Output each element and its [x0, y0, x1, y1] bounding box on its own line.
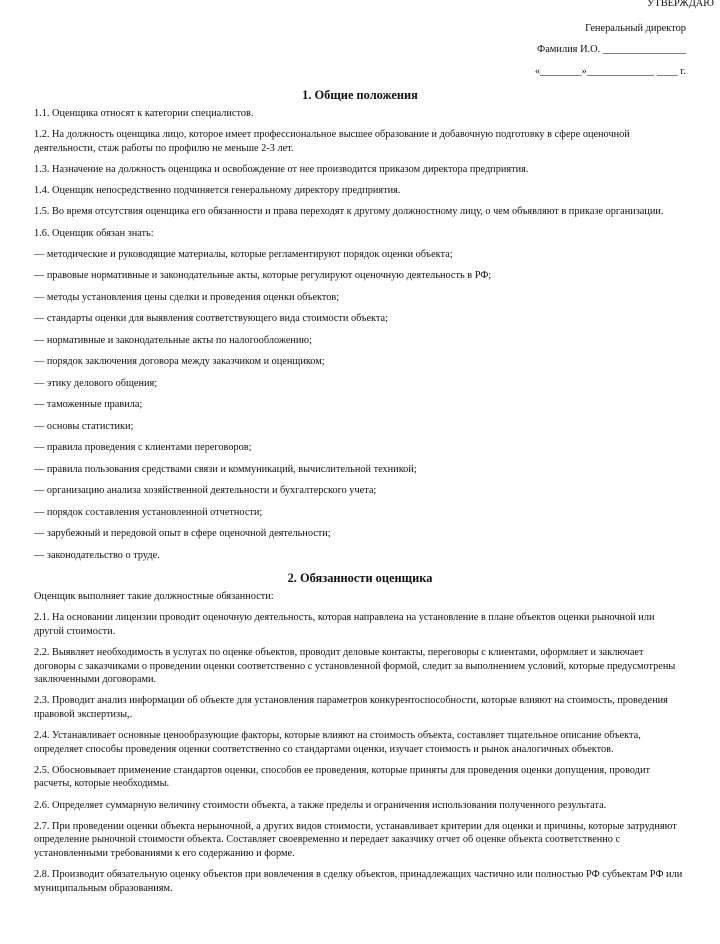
- paragraph: 1.4. Оценщик непосредственно подчиняется генеральному директору предприятия.: [34, 185, 401, 197]
- paragraph: 2.5. Обосновывает применение стандартов оценки, способов ее проведения, которые приняты для проведения оценки допущения, проводит расчеты, которые необходимы.: [34, 764, 650, 790]
- section-title-general: 1. Общие положения: [302, 88, 418, 102]
- list-item: — правовые нормативные и законодательные акты, которые регулируют оценочную деятельность в РФ;: [34, 270, 492, 282]
- paragraph: 1.6. Оценщик обязан знать:: [34, 227, 154, 239]
- list-item: — правила пользования средствами связи и коммуникаций, вычислительной техникой;: [34, 463, 417, 475]
- approval-date-line: «________»_____________ ____ г.: [534, 65, 686, 77]
- paragraph: 2.8. Производит обязательную оценку объектов при вовлечения в сделку объектов, принадлежащих частично или полностью РФ субъектам РФ или муниципальным образованиям.: [34, 869, 683, 894]
- list-item: — порядок составления установленной отчетности;: [34, 506, 263, 518]
- list-item: — методические и руководящие материалы, которые регламентируют порядок оценки объекта;: [34, 248, 453, 260]
- paragraph: 2.6. Определяет суммарную величину стоимости объекта, а также пределы и ограничения использования полученного результата.: [34, 799, 607, 811]
- director-position: Генеральный директор: [585, 22, 686, 34]
- paragraph: 1.5. Во время отсутствия оценщика его обязанности и права переходят к другому должностному лицу, о чем объявляют в приказе организации.: [34, 206, 664, 218]
- section-title-duties: 2. Обязанности оценщика: [287, 570, 433, 585]
- signature-name-line: Фамилия И.О. ________________: [536, 44, 686, 55]
- paragraph: 2.3. Проводит анализ информации об объекте для установления параметров конкурентоспособности, которые влияют на стоимость, проведения правовой экспертизы,.: [34, 695, 668, 720]
- list-item: — нормативные и законодательные акты по налогообложению;: [34, 334, 312, 346]
- approval-block: [534, 0, 714, 86]
- paragraph: 1.3. Назначение на должность оценщика и освобождение от нее производится приказом директора предприятия.: [34, 163, 529, 175]
- list-item: — зарубежный и передовой опыт в сфере оценочной деятельности;: [34, 528, 331, 540]
- paragraph: 2.2. Выявляет необходимость в услугах по оценке объектов, проводит деловые контакты, переговоры с клиентами, оформляет и заключает договоры с заказчиками о проведении оценки соответственно с установленной формой, следит за выполнением условий, которые предусмотрены заключенными договорами.: [34, 646, 676, 686]
- list-item: — стандарты оценки для выявления соответствующего вида стоимости объекта;: [34, 313, 388, 325]
- list-item: — этику делового общения;: [34, 377, 158, 389]
- paragraph: 1.1. Оценщика относят к категории специалистов.: [34, 108, 254, 119]
- list-item: — законодательство о труде.: [34, 549, 160, 561]
- list-item: — порядок заключения договора между заказчиком и оценщиком;: [34, 356, 325, 368]
- list-item: — методы установления цены сделки и проведения оценки объектов;: [34, 291, 340, 303]
- list-item: — правила проведения с клиентами переговоров;: [34, 442, 252, 454]
- paragraph: 2.4. Устанавливает основные ценообразующие факторы, которые влияют на стоимость объекта, составляет тщательное описание объекта, определяет способы проведения оценки соответственно со стандартами оценки, изучает стоимость и рынок аналогичных объектов.: [34, 730, 641, 755]
- paragraph: 2.7. При проведении оценки объекта нерыночной, а других видов стоимости, устанавливает критерии для оценки и причины, которые затрудняют определение рыночной стоимости объекта. Составляет своевременно и передает заказчику отчет об оценке объекта соответственно с установленными требованиями к его содержанию и форме.: [34, 820, 677, 860]
- list-item: — таможенные правила;: [34, 399, 143, 411]
- document-body: [34, 87, 686, 903]
- list-item: — организацию анализа хозяйственной деятельности и бухгалтерского учета;: [34, 485, 377, 497]
- list-item: — основы статистики;: [34, 420, 134, 432]
- paragraph: 1.2. На должность оценщика лицо, которое имеет профессиональное высшее образование и добавочную подготовку в сфере оценочной деятельности, стаж работы по профилю не меньше 2-3 лет.: [34, 129, 630, 154]
- paragraph: Оценщик выполняет такие должностные обязанности:: [34, 590, 274, 602]
- paragraph: 2.1. На основании лицензии проводит оценочную деятельность, которая направлена на установление в плане объектов оценки рыночной или другой стоимости.: [34, 612, 655, 637]
- approve-label: УТВЕРЖДАЮ: [647, 0, 714, 9]
- knowledge-list: [34, 248, 686, 562]
